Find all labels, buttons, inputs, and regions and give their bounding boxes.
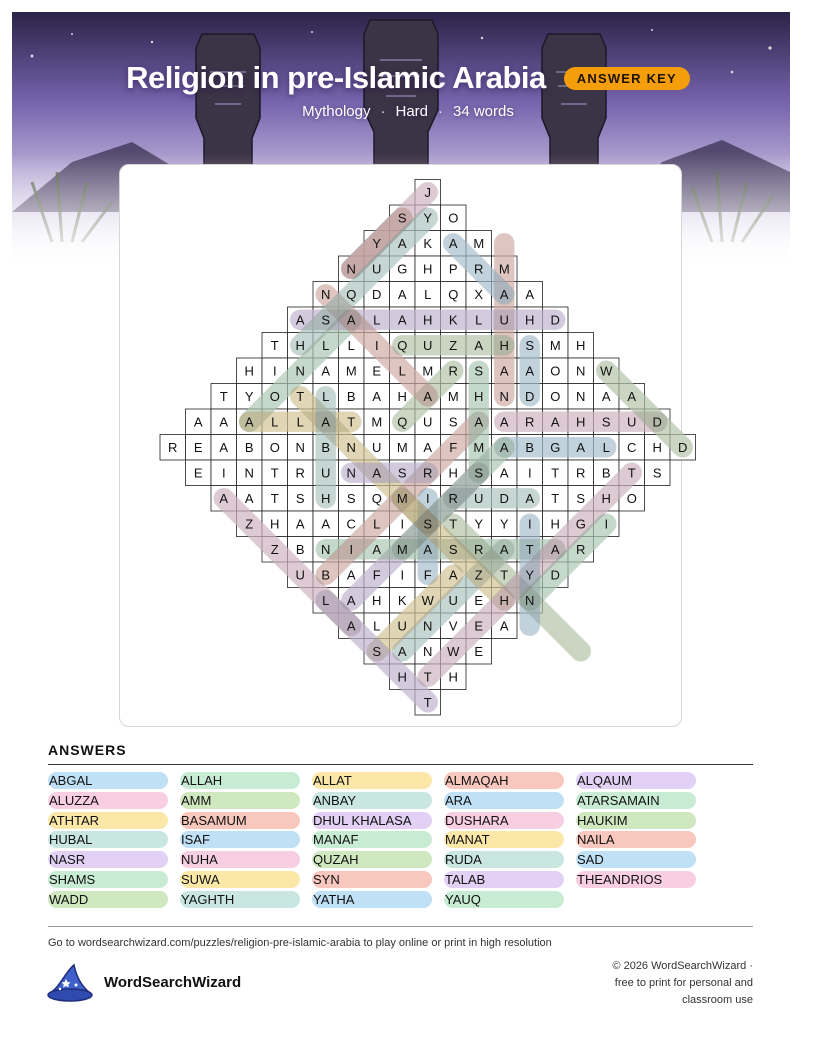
grid-letter: A bbox=[295, 312, 305, 328]
grid-letter: A bbox=[576, 439, 586, 455]
grid-letter: M bbox=[345, 363, 357, 379]
grid-letter: S bbox=[525, 337, 535, 353]
grid-letter: A bbox=[346, 592, 356, 608]
grid-letter: R bbox=[474, 541, 484, 557]
grid-letter: S bbox=[397, 465, 407, 481]
grid-letter: K bbox=[397, 592, 407, 608]
grid-letter: A bbox=[193, 414, 203, 430]
grid-letter: I bbox=[400, 516, 405, 532]
grid-letter: W bbox=[600, 363, 613, 379]
grid-letter: B bbox=[295, 541, 305, 557]
grid-letter: H bbox=[244, 363, 254, 379]
grid-letter: K bbox=[423, 235, 433, 251]
grid-letter: A bbox=[346, 618, 356, 634]
grid-letter: I bbox=[425, 490, 430, 506]
copyright-line: free to print for personal and bbox=[614, 977, 753, 989]
grid-letter: H bbox=[372, 592, 382, 608]
grid-letter: T bbox=[500, 567, 509, 583]
grid-letter: A bbox=[372, 465, 382, 481]
grid-letter: T bbox=[551, 465, 560, 481]
grid-letter: N bbox=[295, 363, 305, 379]
grid-letter: S bbox=[474, 465, 484, 481]
puzzle-card bbox=[119, 164, 688, 727]
grid-letter: U bbox=[423, 414, 433, 430]
grid-letter: N bbox=[244, 465, 254, 481]
grid-letter: M bbox=[549, 337, 561, 353]
grid-letter: Z bbox=[449, 337, 458, 353]
answer-item: NASR bbox=[48, 851, 168, 868]
grid-letter: I bbox=[400, 567, 405, 583]
grid-letter: A bbox=[499, 363, 509, 379]
grid-letter: L bbox=[373, 312, 381, 328]
grid-letter: C bbox=[346, 516, 356, 532]
grid-letter: H bbox=[321, 490, 331, 506]
answer-key-badge: ANSWER KEY bbox=[564, 67, 690, 90]
answer-item: SUWA bbox=[180, 871, 300, 888]
grid-letter: S bbox=[601, 414, 611, 430]
grid-letter: A bbox=[397, 286, 407, 302]
grid-letter: B bbox=[244, 439, 254, 455]
grid-letter: Q bbox=[397, 337, 408, 353]
answer-item: YAGHTH bbox=[180, 891, 300, 908]
grid-letter: A bbox=[499, 465, 509, 481]
grid-letter: A bbox=[525, 286, 535, 302]
grid-letter: W bbox=[447, 643, 460, 659]
answer-item: HAUKIM bbox=[576, 812, 696, 829]
grid-letter: I bbox=[604, 516, 609, 532]
grid-letter: S bbox=[321, 312, 331, 328]
grid-letter: M bbox=[422, 363, 434, 379]
grid-letter: S bbox=[576, 490, 586, 506]
grid-letter: A bbox=[397, 643, 407, 659]
answer-item: ALUZZA bbox=[48, 792, 168, 809]
answer-item: BASAMUM bbox=[180, 812, 300, 829]
grid-letter: T bbox=[551, 490, 560, 506]
grid-letter: A bbox=[550, 414, 560, 430]
grid-letter: R bbox=[168, 439, 178, 455]
grid-letter: A bbox=[601, 388, 611, 404]
grid-letter: Q bbox=[397, 414, 408, 430]
grid-letter: S bbox=[652, 465, 662, 481]
grid-letter: R bbox=[448, 363, 458, 379]
grid-letter: A bbox=[295, 516, 305, 532]
grid-letter: N bbox=[346, 439, 356, 455]
grid-letter: Z bbox=[270, 541, 279, 557]
puzzle-meta bbox=[0, 103, 816, 120]
grid-letter: N bbox=[576, 388, 586, 404]
grid-letter: N bbox=[321, 541, 331, 557]
answer-item: YATHA bbox=[312, 891, 432, 908]
grid-letter: U bbox=[372, 439, 382, 455]
answer-item: WADD bbox=[48, 891, 168, 908]
answers-heading: ANSWERS bbox=[48, 742, 127, 758]
answer-item: SAD bbox=[576, 851, 696, 868]
answer-item: MANAF bbox=[312, 831, 432, 848]
grid-letter: L bbox=[322, 592, 330, 608]
grid-letter: U bbox=[474, 490, 484, 506]
grid-letter: L bbox=[475, 312, 483, 328]
grid-letter: M bbox=[396, 490, 408, 506]
divider bbox=[48, 764, 753, 765]
grid-letter: S bbox=[448, 541, 458, 557]
grid-letter: T bbox=[423, 669, 432, 685]
grid-letter: M bbox=[473, 439, 485, 455]
grid-letter: E bbox=[372, 363, 382, 379]
grid-letter: H bbox=[576, 337, 586, 353]
grid-letter: T bbox=[219, 388, 228, 404]
grid-letter: A bbox=[525, 363, 535, 379]
grid-letter: A bbox=[499, 618, 509, 634]
grid-letter: Y bbox=[372, 235, 382, 251]
grid-letter: Y bbox=[423, 210, 433, 226]
grid-letter: A bbox=[219, 414, 229, 430]
category-label: Mythology bbox=[302, 103, 371, 120]
answer-item: THEANDRIOS bbox=[576, 871, 696, 888]
grid-letter: U bbox=[295, 567, 305, 583]
grid-letter: A bbox=[397, 312, 407, 328]
grid-letter: R bbox=[474, 261, 484, 277]
grid-letter: A bbox=[346, 312, 356, 328]
grid-letter: E bbox=[474, 618, 484, 634]
grid-letter: A bbox=[372, 541, 382, 557]
grid-letter: A bbox=[346, 567, 356, 583]
grid-letter: H bbox=[423, 312, 433, 328]
grid-letter: E bbox=[474, 643, 484, 659]
grid-letter: E bbox=[193, 465, 203, 481]
copyright-line: classroom use bbox=[682, 994, 753, 1006]
grid-letter: D bbox=[550, 567, 560, 583]
grid-letter: O bbox=[269, 388, 280, 404]
grid-letter: Y bbox=[499, 516, 509, 532]
grid-letter: H bbox=[448, 465, 458, 481]
grid-letter: Z bbox=[474, 567, 483, 583]
grid-letter: M bbox=[447, 388, 459, 404]
grid-letter: G bbox=[550, 439, 561, 455]
grid-letter: D bbox=[525, 388, 535, 404]
answer-item: ISAF bbox=[180, 831, 300, 848]
answer-item: AMM bbox=[180, 792, 300, 809]
grid-letter: T bbox=[627, 465, 636, 481]
grid-letter: A bbox=[499, 541, 509, 557]
grid-letter: U bbox=[321, 465, 331, 481]
grid-letter: S bbox=[474, 363, 484, 379]
grid-letter: N bbox=[423, 643, 433, 659]
answer-item: ARA bbox=[444, 792, 564, 809]
grid-letter: G bbox=[397, 261, 408, 277]
grid-letter: K bbox=[448, 312, 458, 328]
grid-letter: F bbox=[449, 439, 458, 455]
copyright-notice bbox=[563, 958, 753, 1009]
word-search-grid bbox=[120, 165, 688, 728]
grid-letter: A bbox=[397, 235, 407, 251]
grid-letter: A bbox=[448, 567, 458, 583]
grid-letter: L bbox=[347, 337, 355, 353]
answer-item: YAUQ bbox=[444, 891, 564, 908]
grid-letter: D bbox=[550, 312, 560, 328]
brand-name: WordSearchWizard bbox=[104, 974, 242, 991]
grid-letter: S bbox=[346, 490, 356, 506]
grid-letter: A bbox=[499, 286, 509, 302]
grid-letter: L bbox=[398, 363, 406, 379]
grid-letter: L bbox=[424, 286, 432, 302]
answer-item: MANAT bbox=[444, 831, 564, 848]
grid-letter: S bbox=[372, 643, 382, 659]
grid-letter: D bbox=[499, 490, 509, 506]
grid-letter: Q bbox=[448, 286, 459, 302]
grid-letter: S bbox=[397, 210, 407, 226]
grid-letter: Y bbox=[474, 516, 484, 532]
grid-letter: B bbox=[321, 439, 331, 455]
grid-letter: A bbox=[550, 541, 560, 557]
answer-item: ALLAT bbox=[312, 772, 432, 789]
grid-letter: I bbox=[221, 465, 226, 481]
grid-letter: T bbox=[347, 414, 356, 430]
grid-letter: L bbox=[296, 414, 304, 430]
answer-item: ATARSAMAIN bbox=[576, 792, 696, 809]
grid-letter: T bbox=[270, 465, 279, 481]
grid-letter: A bbox=[321, 363, 331, 379]
grid-letter: M bbox=[498, 261, 510, 277]
grid-letter: Y bbox=[525, 567, 535, 583]
title-row bbox=[0, 60, 816, 100]
answer-item: ALMAQAH bbox=[444, 772, 564, 789]
grid-letter: M bbox=[371, 414, 383, 430]
grid-letter: L bbox=[271, 414, 279, 430]
grid-letter: Z bbox=[245, 516, 254, 532]
wizard-hat-icon bbox=[46, 963, 94, 1003]
footer-link-text[interactable]: Go to wordsearchwizard.com/puzzles/religion-pre-islamic-arabia to play online or print in high resolution bbox=[48, 937, 552, 949]
grid-letter: U bbox=[372, 261, 382, 277]
grid-letter: N bbox=[423, 618, 433, 634]
grid-letter: A bbox=[372, 388, 382, 404]
grid-letter: D bbox=[652, 414, 662, 430]
grid-letter: I bbox=[527, 465, 532, 481]
grid-letter: O bbox=[550, 363, 561, 379]
grid-letter: Y bbox=[244, 388, 254, 404]
answer-item: ALLAH bbox=[180, 772, 300, 789]
grid-letter: H bbox=[448, 669, 458, 685]
grid-letter: X bbox=[474, 286, 484, 302]
grid-letter: I bbox=[374, 337, 379, 353]
answer-item: TALAB bbox=[444, 871, 564, 888]
grid-letter: Q bbox=[371, 490, 382, 506]
divider bbox=[48, 926, 753, 927]
grid-letter: M bbox=[396, 541, 408, 557]
grid-letter: N bbox=[295, 439, 305, 455]
grid-letter: D bbox=[372, 286, 382, 302]
answer-item: ATHTAR bbox=[48, 812, 168, 829]
grid-letter: A bbox=[525, 490, 535, 506]
grid-letter: O bbox=[626, 490, 637, 506]
grid-letter: V bbox=[448, 618, 458, 634]
answer-item: ABGAL bbox=[48, 772, 168, 789]
grid-letter: Q bbox=[346, 286, 357, 302]
grid-letter: H bbox=[525, 312, 535, 328]
grid-letter: R bbox=[448, 490, 458, 506]
grid-letter: A bbox=[423, 541, 433, 557]
grid-letter: M bbox=[473, 235, 485, 251]
answer-item: DUSHARA bbox=[444, 812, 564, 829]
grid-letter: A bbox=[244, 414, 254, 430]
answer-item: NUHA bbox=[180, 851, 300, 868]
grid-letter: S bbox=[423, 516, 433, 532]
grid-letter: O bbox=[448, 210, 459, 226]
grid-letter: J bbox=[424, 184, 431, 200]
grid-letter: O bbox=[269, 439, 280, 455]
answer-item: RUDA bbox=[444, 851, 564, 868]
grid-letter: L bbox=[322, 337, 330, 353]
answer-item: HUBAL bbox=[48, 831, 168, 848]
grid-letter: H bbox=[397, 388, 407, 404]
grid-letter: B bbox=[321, 567, 331, 583]
grid-letter: A bbox=[321, 516, 331, 532]
grid-letter: B bbox=[525, 439, 535, 455]
grid-letter: U bbox=[499, 312, 509, 328]
grid-letter: D bbox=[678, 439, 688, 455]
grid-letter: N bbox=[321, 286, 331, 302]
grid-letter: H bbox=[652, 439, 662, 455]
grid-letter: A bbox=[244, 490, 254, 506]
grid-letter: A bbox=[499, 414, 509, 430]
grid-letter: A bbox=[474, 414, 484, 430]
grid-letter: W bbox=[421, 592, 434, 608]
grid-letter: U bbox=[627, 414, 637, 430]
grid-letter: H bbox=[295, 337, 305, 353]
grid-letter: L bbox=[602, 439, 610, 455]
grid-letter: H bbox=[499, 592, 509, 608]
grid-letter: N bbox=[346, 261, 356, 277]
grid-letter: N bbox=[499, 388, 509, 404]
grid-letter: G bbox=[575, 516, 586, 532]
grid-letter: E bbox=[193, 439, 203, 455]
grid-letter: R bbox=[423, 465, 433, 481]
grid-letter: A bbox=[423, 439, 433, 455]
grid-letter: I bbox=[349, 541, 354, 557]
answer-item: NAILA bbox=[576, 831, 696, 848]
grid-letter: N bbox=[346, 465, 356, 481]
grid-letter: A bbox=[627, 388, 637, 404]
answer-item: ANBAY bbox=[312, 792, 432, 809]
grid-letter: A bbox=[499, 439, 509, 455]
grid-letter: H bbox=[270, 516, 280, 532]
grid-letter: S bbox=[295, 490, 305, 506]
grid-letter: A bbox=[321, 414, 331, 430]
grid-letter: T bbox=[270, 490, 279, 506]
answer-item: ALQAUM bbox=[576, 772, 696, 789]
grid-letter: F bbox=[423, 567, 432, 583]
grid-letter: A bbox=[448, 235, 458, 251]
grid-letter: B bbox=[601, 465, 611, 481]
grid-letter: T bbox=[525, 541, 534, 557]
grid-letter: L bbox=[373, 516, 381, 532]
grid-letter: T bbox=[449, 516, 458, 532]
grid-letter: I bbox=[527, 516, 532, 532]
grid-letter: O bbox=[550, 388, 561, 404]
answer-item: SYN bbox=[312, 871, 432, 888]
grid-letter: L bbox=[322, 388, 330, 404]
meta-separator: · bbox=[438, 103, 443, 120]
grid-letter: I bbox=[272, 363, 277, 379]
grid-letter: H bbox=[397, 669, 407, 685]
grid-letter: H bbox=[601, 490, 611, 506]
grid-letter: N bbox=[525, 592, 535, 608]
grid-letter: A bbox=[474, 337, 484, 353]
page-title: Religion in pre-Islamic Arabia bbox=[126, 60, 546, 95]
grid-letter: C bbox=[627, 439, 637, 455]
grid-letter: T bbox=[423, 694, 432, 710]
grid-letter: A bbox=[219, 490, 229, 506]
grid-letter: H bbox=[423, 261, 433, 277]
grid-letter: U bbox=[448, 592, 458, 608]
grid-letter: S bbox=[448, 414, 458, 430]
grid-letter: R bbox=[525, 414, 535, 430]
grid-letter: U bbox=[397, 618, 407, 634]
grid-letter: H bbox=[550, 516, 560, 532]
word-count-label: 34 words bbox=[453, 103, 514, 120]
grid-letter: T bbox=[296, 388, 305, 404]
grid-letter: U bbox=[423, 337, 433, 353]
difficulty-label: Hard bbox=[395, 103, 428, 120]
grid-letter: F bbox=[372, 567, 381, 583]
grid-letter: N bbox=[576, 363, 586, 379]
answer-item: QUZAH bbox=[312, 851, 432, 868]
meta-separator: · bbox=[380, 103, 386, 120]
grid-letter: P bbox=[448, 261, 458, 277]
grid-letter: H bbox=[474, 388, 484, 404]
grid-letter: L bbox=[373, 618, 381, 634]
grid-letter: R bbox=[576, 541, 586, 557]
answer-item: DHUL KHALASA bbox=[312, 812, 432, 829]
grid-letter: T bbox=[270, 337, 279, 353]
grid-letter: M bbox=[396, 439, 408, 455]
grid-letter: E bbox=[474, 592, 484, 608]
grid-letter: R bbox=[576, 465, 586, 481]
grid-letter: H bbox=[499, 337, 509, 353]
grid-letter: R bbox=[295, 465, 305, 481]
grid-letter: H bbox=[576, 414, 586, 430]
grid-letter: B bbox=[346, 388, 356, 404]
grid-letter: A bbox=[423, 388, 433, 404]
answer-item: SHAMS bbox=[48, 871, 168, 888]
copyright-line: © 2026 WordSearchWizard · bbox=[612, 960, 753, 972]
grid-letter: A bbox=[219, 439, 229, 455]
